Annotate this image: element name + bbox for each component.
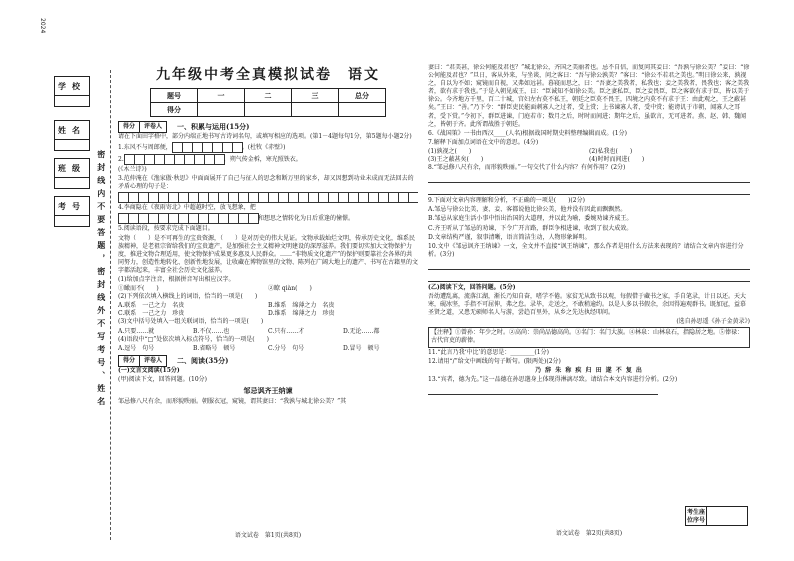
binding-strip [48,70,92,540]
class-box[interactable] [54,158,90,189]
q2-num: 2. [118,156,124,164]
q3-grid[interactable] [118,192,418,203]
page-one [118,66,418,542]
question-11: 11.“此言乃我‘中比’的意思是：________(1分) [428,348,549,356]
text2: 吾幼遭乱离，流落江湖，渐长乃知自奋，嗜学不倦。家贫无从致书以观，每假借于藏书之家，手自笔录，计日以还。天大寒，砚冰坚，手指不可屈伸，弗之怠。录毕，走送之，不敢稍逾约。以是人多以书假余，余因得遍观群书。既加冠，益慕圣贤之道，又患无硕师名人与游，尝趋百里外，从乡之先达执经叩问。 [428,292,747,317]
question-4 [118,204,418,212]
section2-title: 二、阅读(35分) [177,356,229,366]
question-10: 10.文中《邹忌讽齐王纳谏》一文，全文并不直接“讽王纳谏”，那么作者是用什么方法来表现的？请结合文章内容进行分析。(3分) [428,242,744,258]
school-box[interactable] [54,76,90,107]
text-continued: 妻曰：“君美甚，徐公何能及君也？”城北徐公，齐国之美丽者也。忌不自信，而复问其妾曰：“吾孰与徐公美？”妾曰：“徐公何能及君也？”旦日，客从外来，与坐谈，问之客曰：“吾与徐公孰美？”客曰：“徐公不若君之美也。”明日徐公来，孰视之，自以为不如；窥镜而自视，又弗如远甚。暮寝而思之，曰：“吾妻之美我者，私我也；妾之美我者，畏我也；客之美我者，欲有求于我也。”于是入朝见威王，曰：“臣诚知不如徐公美。臣之妻私臣，臣之妾畏臣，臣之客欲有求于臣，皆以美于徐公。今齐地方千里，百二十城，宫妇左右莫不私王，朝廷之臣莫不畏王，四境之内莫不有求于王：由此观之，王之蔽甚矣。”王曰：“善。”乃下令：“群臣吏民能面刺寡人之过者，受上赏；上书谏寡人者，受中赏；能谤讥于市朝，闻寡人之耳者，受下赏。”令初下，群臣进谏，门庭若市；数月之后，时时而间进；期年之后，虽欲言，无可进者。燕、赵、韩、魏闻之，皆朝于齐。此所谓战胜于朝廷。 [428,64,750,128]
seat-number-label: 考生座位序号 [686,508,705,524]
page2-footer: 语文试卷 第2页(共8页) [555,529,623,537]
answer-line[interactable] [428,385,658,395]
score-cell[interactable] [245,102,292,116]
q5-2-options [118,302,418,318]
q5-1-items [118,285,418,293]
section2-header [118,355,418,367]
option[interactable]: B.维系 绵薄之力 名贵 [268,302,335,310]
q1-source: 。(杜牧《赤壁》) [241,144,286,152]
exam-title: 九年级中考全真模拟试卷 语文 [156,67,380,83]
q2-text: ，朔气传金柝，寒光照铁衣。 [223,156,302,164]
page-two [428,64,750,540]
q7-items [428,148,750,164]
option[interactable]: D.无论……都 [343,327,380,335]
rater-score: 得分 [119,122,140,132]
exam-number-label: 考号 [58,201,86,211]
name-label: 姓名 [58,125,86,135]
class-label: 班级 [58,163,86,173]
exam-number-box[interactable] [54,196,90,227]
text-title: 邹忌讽齐王纳谏 [243,386,293,396]
section1-header [118,121,418,133]
answer-line[interactable] [428,185,750,195]
score-header: 一 [198,88,245,102]
rater-name: 评卷人 [144,122,163,130]
q5-4: (4)语段中“□”处依次填入标点符号，恰当的一项是( ) [118,335,269,343]
option[interactable]: A.只要……就 [118,327,155,335]
option[interactable]: C.齐王听从了邹忌的劝谏，下令广开言路，群臣争相进谏，收到了很大成效。 [428,224,633,232]
question-12: 12.请用“/”给文中画线的句子断句。(限两处)(2分) [428,357,561,365]
q5-1b[interactable]: ②瞭 qiàn( ) [268,285,312,293]
section2-sub1: (一)文言文阅读(15分) [118,366,180,374]
option[interactable]: B.省略号 顿号 [193,344,236,352]
q12-sentence[interactable]: 乃 辞 朱 称 疾 归 田 遂 不 复 出 [535,366,643,374]
q5-4-options [118,345,418,353]
option[interactable]: D.维系 绵薄之力 珍贵 [268,310,335,318]
q5-1: (1)给加点字注音，根据拼音写出相应汉字。 [118,276,235,284]
q4-tail: 和想思之情转化为日后重逢的憧憬。 [258,215,355,223]
q7-item[interactable]: (1)孰视之( ) [428,147,472,155]
option[interactable]: D.文章结构严谨，叙事清晰，语言简洁生动，人物形象鲜明。 [428,233,591,241]
rater-box [118,355,167,367]
score-header: 总分 [339,88,386,102]
q7-item[interactable]: (4)时时而间进( ) [589,156,645,164]
question-13: 13.“宾者，德为先。”这一品德在孙思邈身上体现得淋漓尽致。请结合本文内容进行分析。(2分) [428,375,678,383]
score-header: 二 [245,88,292,102]
answer-line[interactable] [428,272,750,282]
rater-score: 得分 [119,356,140,366]
question-2 [118,154,418,165]
score-label: 得分 [151,102,198,116]
seat-number-box[interactable] [685,506,748,526]
question-1 [118,142,418,153]
annotation: 【注释】①曾孙：年少之时。②高尚：崇尚品德高尚。③名门：名门大族。④林泉：山林泉石，指隐居之地。⑤俸禄：古代官吏的薪俸。 [428,327,750,347]
score-table [150,88,386,117]
rater-box [118,121,167,133]
rater-name: 评卷人 [144,356,163,364]
option[interactable]: A.邹忌与徐公比美，妻、妾、客都说他比徐公美，他并没有因此而飘飘然。 [428,206,627,214]
option[interactable]: A.逗号 句号 [118,344,155,352]
q2-source: (《木兰诗》) [118,166,147,174]
q5-3-options [118,328,418,336]
option[interactable]: A.联系 一己之力 名贵 [118,302,185,310]
q2-grid[interactable] [124,154,224,165]
text-start: 邹忌修八尺有余，而形貌昳丽。朝服衣冠，窥镜，谓其妻曰：“我孰与城北徐公美？”其 [118,397,347,405]
exam-year: 2024 [39,18,47,34]
page1-footer: 语文试卷 第1页(共8页) [234,531,302,539]
score-header: 三 [292,88,339,102]
section1-title: 一、积累与运用(15分) [177,122,250,132]
question-6: 6.《战国策》一书由西汉____(人名)根据战国时期史料整理编辑而成。(1分) [428,129,627,137]
section2-sub1a: (甲)阅读下文，回答问题。(10分) [118,376,207,384]
q5-3: (3)文中括号处填入一组关联词语，恰当的一项是( ) [118,318,264,326]
score-cell[interactable] [198,102,245,116]
q5-1a[interactable]: ①瞰而不( ) [118,285,159,293]
option[interactable]: C.联系 一己之力 珍贵 [118,310,185,318]
school-label: 学校 [58,81,86,91]
option[interactable]: D.冒号 顿号 [343,344,380,352]
passage: 文物（ ）是不可再生的宝贵资源，（ ）是对历史的伟大见证。文物承载灿烂文明，传承历史文化，维系民族精神，是老祖宗留给我们的宝贵遗产，是加强社会主义精神文明建设的深厚滋养。我们要切实加大文物保护力度，推进文物合理适用，使文物保护成果更多惠及人民群众。……“非物质文化遗产”的保护则要靠社会各界的共同努力，创造性地转化、创新性地发展，让收藏在博物馆里的文物、陈列在广阔大地上的遗产、书写在古籍里的文字都活起来，丰富全社会历史文化滋养。 [118,234,418,274]
text2-source: (选自孙思遥《孙子金黄录》) [676,318,750,326]
option[interactable]: B.邹忌从家庭生活小事中悟出治国的大道理，并以此为喻，委婉劝谏齐威王。 [428,215,633,223]
question-7: 7.解释下面加点词语在文中的意思。(4分) [428,138,539,146]
section2-sub2: (乙)阅读下文，回答问题。(5分) [428,283,516,291]
answer-line[interactable] [428,260,750,270]
option[interactable]: C.分号 句号 [268,344,305,352]
question-5: 5.阅读语段，按要求完成下面题目。 [118,225,214,233]
score-cell[interactable] [339,102,386,116]
option[interactable]: C.只有……才 [268,327,305,335]
score-cell[interactable] [292,102,339,116]
seal-line-text: 密封线内不要答题，密封线外不写考号、姓名 [96,150,107,410]
answer-line[interactable] [428,173,750,183]
option[interactable]: B.不仅……也 [193,327,230,335]
q5-2: (2)下列依次填入横线上的词语，恰当的一项是( ) [118,293,258,301]
q4-grid[interactable] [118,213,258,224]
question-9: 9.下面对文章内容理解和分析，不正确的一项是( )(2分) [428,197,585,205]
q7-item[interactable]: (3)王之蔽甚矣( ) [428,156,484,164]
q1-grid[interactable] [172,142,242,153]
q4-text: 4.李商隐在《夜雨寄北》中超越时空，放飞想象，把 [118,204,256,212]
section1-intro: 请在下面田字格中，部分内端正地书写古诗词名句，或填写相应的选项。(第1－4题每句1分，第5题每小题2分) [118,132,412,140]
question-3: 3.范仲淹在《渔家傲·秋思》中面面展开了自己与征人的思念和断万里的家乡，却又因想到功业未成而无法回去的矛盾心理的句子是： [118,175,414,191]
q1-text: 1.东风不与周郎便， [118,144,172,152]
name-box[interactable] [54,120,90,151]
q3-grid-row [118,192,418,203]
question-8: 8.“邹忌修八尺有余，而形貌昳丽。”一句交代了什么内容？有何作用？(2分) [428,164,626,172]
q7-item[interactable]: (2)私我也( ) [589,147,633,155]
q4-grid-row [118,213,418,224]
seal-dashed-line [110,70,111,540]
score-header: 题号 [151,88,198,102]
